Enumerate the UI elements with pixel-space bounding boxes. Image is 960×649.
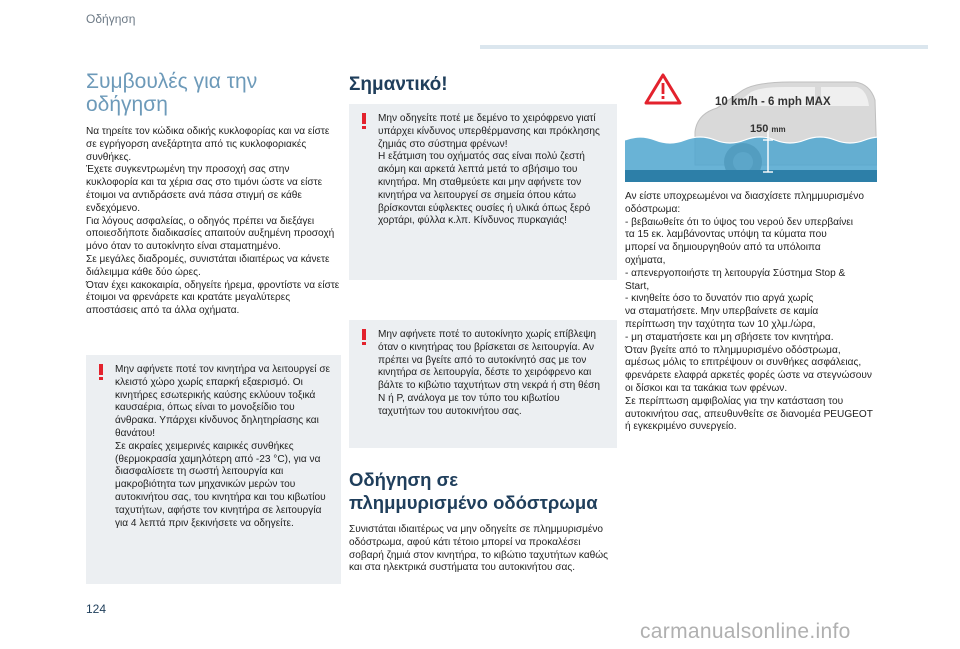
header-rule	[480, 45, 928, 49]
section-title-flooded-road: Οδήγηση σε πλημμυρισμένο οδόστρωμα	[349, 469, 598, 513]
section-title-important: Σημαντικό!	[349, 74, 448, 95]
exclamation-icon	[99, 364, 104, 380]
warning-text-exhaust: Μην αφήνετε ποτέ τον κινητήρα να λειτουργεί σε κλειστό χώρο χωρίς επαρκή εξαερισμό. Οι κινητήρες εσωτερικής καύσης εκλύουν τοξικά καυσαέρια, όπως είναι το μονοξείδιο του άνθρακα. Υπάρχει κίνδυνος δηλητηρίασης και θανάτου! Σε ακραίες χειμερινές καιρικές συνθήκες (θερμοκρασία χαμηλότερη από -23 °C), για να διασφαλίσετε τη σωστή λειτουργία και μακροβιότητα των μηχανικών μερών του αυτοκινήτου σας, του κινητήρα και του κιβωτίου ταχυτήτων, αφήστε τον κινητήρα σε λειτουργία για 4 λεπτά πριν ξεκινήσετε να οδηγείτε.	[115, 363, 331, 529]
column-flooded-road	[625, 70, 877, 434]
flooded-road-text: Συνιστάται ιδιαιτέρως να μην οδηγείτε σε πλημμυρισμένο οδόστρωμα, αφού κάτι τέτοιο μπορεί να προκαλέσει σοβαρή ζημιά στον κινητήρα, το κιβώτιο ταχυτήτων καθώς και στα ηλεκτρικά συστήματα του αυτοκινήτου σας.	[349, 524, 609, 574]
chapter-header: Οδήγηση	[86, 12, 136, 26]
warning-text-unattended: Μην αφήνετε ποτέ το αυτοκίνητο χωρίς επίβλεψη όταν ο κινητήρας του βρίσκεται σε λειτουργία. Αν πρέπει να βγείτε από το αυτοκίνητό σας με τον κινητήρα σε λειτουργία, δέστε το χειρόφρενο και βάλτε το κιβώτιο ταχυτήτων στη νεκρά ή στη θέση N ή P, ανάλογα με τον τύπο του κιβωτίου ταχυτήτων του αυτοκινήτου σας.	[378, 329, 601, 417]
section-title-driving-tips: Συμβουλές για την οδήγηση	[86, 70, 258, 116]
watermark: carmanualsonline.info	[640, 620, 851, 643]
exclamation-icon	[362, 329, 367, 345]
warning-box-exhaust	[86, 355, 341, 584]
column-important	[349, 70, 617, 575]
driving-tips-text: Να τηρείτε τον κώδικα οδικής κυκλοφορίας και να είστε σε εγρήγορση ανεξάρτητα από τις κυκλοφοριακές συνθήκες. Έχετε συγκεντρωμένη την προσοχή σας στην κυκλοφορία και τα χέρια σας στο τιμόνι ώστε να είστε έτοιμοι να αντιδράσετε ανά πάσα στιγμή σε κάθε ενδεχόμενο. Για λόγους ασφαλείας, ο οδηγός πρέπει να διεξάγει οποιεσδήποτε διαδικασίες απαιτούν αυξημένη προσοχή μόνο όταν το αυτοκίνητο είναι σταματημένο. Σε μεγάλες διαδρομές, συνιστάται ιδιαιτέρως να κάνετε διάλειμμα κάθε δύο ώρες. Όταν έχει κακοκαιρία, οδηγείτε ήρεμα, φροντίστε να είστε έτοιμοι να φρενάρετε και κρατάτε μεγαλύτερες αποστάσεις από τα άλλα οχήματα.	[86, 126, 340, 317]
water-level	[625, 137, 877, 182]
flooded-road-illustration	[625, 70, 877, 182]
water-depth-label: 150 mm	[750, 123, 786, 135]
column-driving-tips	[86, 70, 341, 584]
flooded-road-instructions: Αν είστε υποχρεωμένοι να διασχίσετε πλημμυρισμένο οδόστρωμα: - βεβαιωθείτε ότι το ύψος του νερού δεν υπερβαίνει τα 15 εκ. λαμβάνοντας υπόψη τα κύματα που μπορεί να δημιουργηθούν από τα υπόλοιπα οχήματα, - απενεργοποιήστε τη λειτουργία Σύστημα Stop & Start, - κινηθείτε όσο το δυνατόν πιο αργά χωρίς να σταματήσετε. Μην υπερβαίνετε σε καμία περίπτωση την ταχύτητα των 10 χλμ./ώρα, - μη σταματήσετε και μη σβήσετε τον κινητήρα. Όταν βγείτε από το πλημμυρισμένο οδόστρωμα, αμέσως μόλις το επιτρέψουν οι συνθήκες ασφάλειας, φρενάρετε ελαφρά αρκετές φορές ώστε να στεγνώσουν οι δίσκοι και τα τακάκια των φρένων. Σε περίπτωση αμφιβολίας για την κατάσταση του αυτοκινήτου σας, απευθυνθείτε σε διανομέα PEUGEOT ή εγκεκριμένο συνεργείο.	[625, 191, 873, 433]
warning-triangle-icon	[646, 75, 680, 103]
speed-limit-label: 10 km/h - 6 mph MAX	[715, 96, 831, 108]
warning-box-handbrake	[349, 104, 617, 280]
warning-text-handbrake: Μην οδηγείτε ποτέ με δεμένο το χειρόφρενο γιατί υπάρχει κίνδυνος υπερθέρμανσης και πρόκλησης ζημιάς στο σύστημα φρένων! Η εξάτμιση του οχήματός σας είναι πολύ ζεστή ακόμη και αρκετά λεπτά μετά το σβήσιμο του κινητήρα. Μη σταθμεύετε και μην αφήνετε τον κινητήρα να λειτουργεί σε σημεία όπου κάτω βρίσκονται εύφλεκτες ουσίες ή υλικά όπως ξερό χορτάρι, φύλλα κ.λπ. Κίνδυνος πυρκαγιάς!	[378, 113, 600, 227]
page-number: 124	[86, 602, 107, 616]
warning-box-unattended	[349, 320, 617, 448]
exclamation-icon	[362, 113, 367, 129]
